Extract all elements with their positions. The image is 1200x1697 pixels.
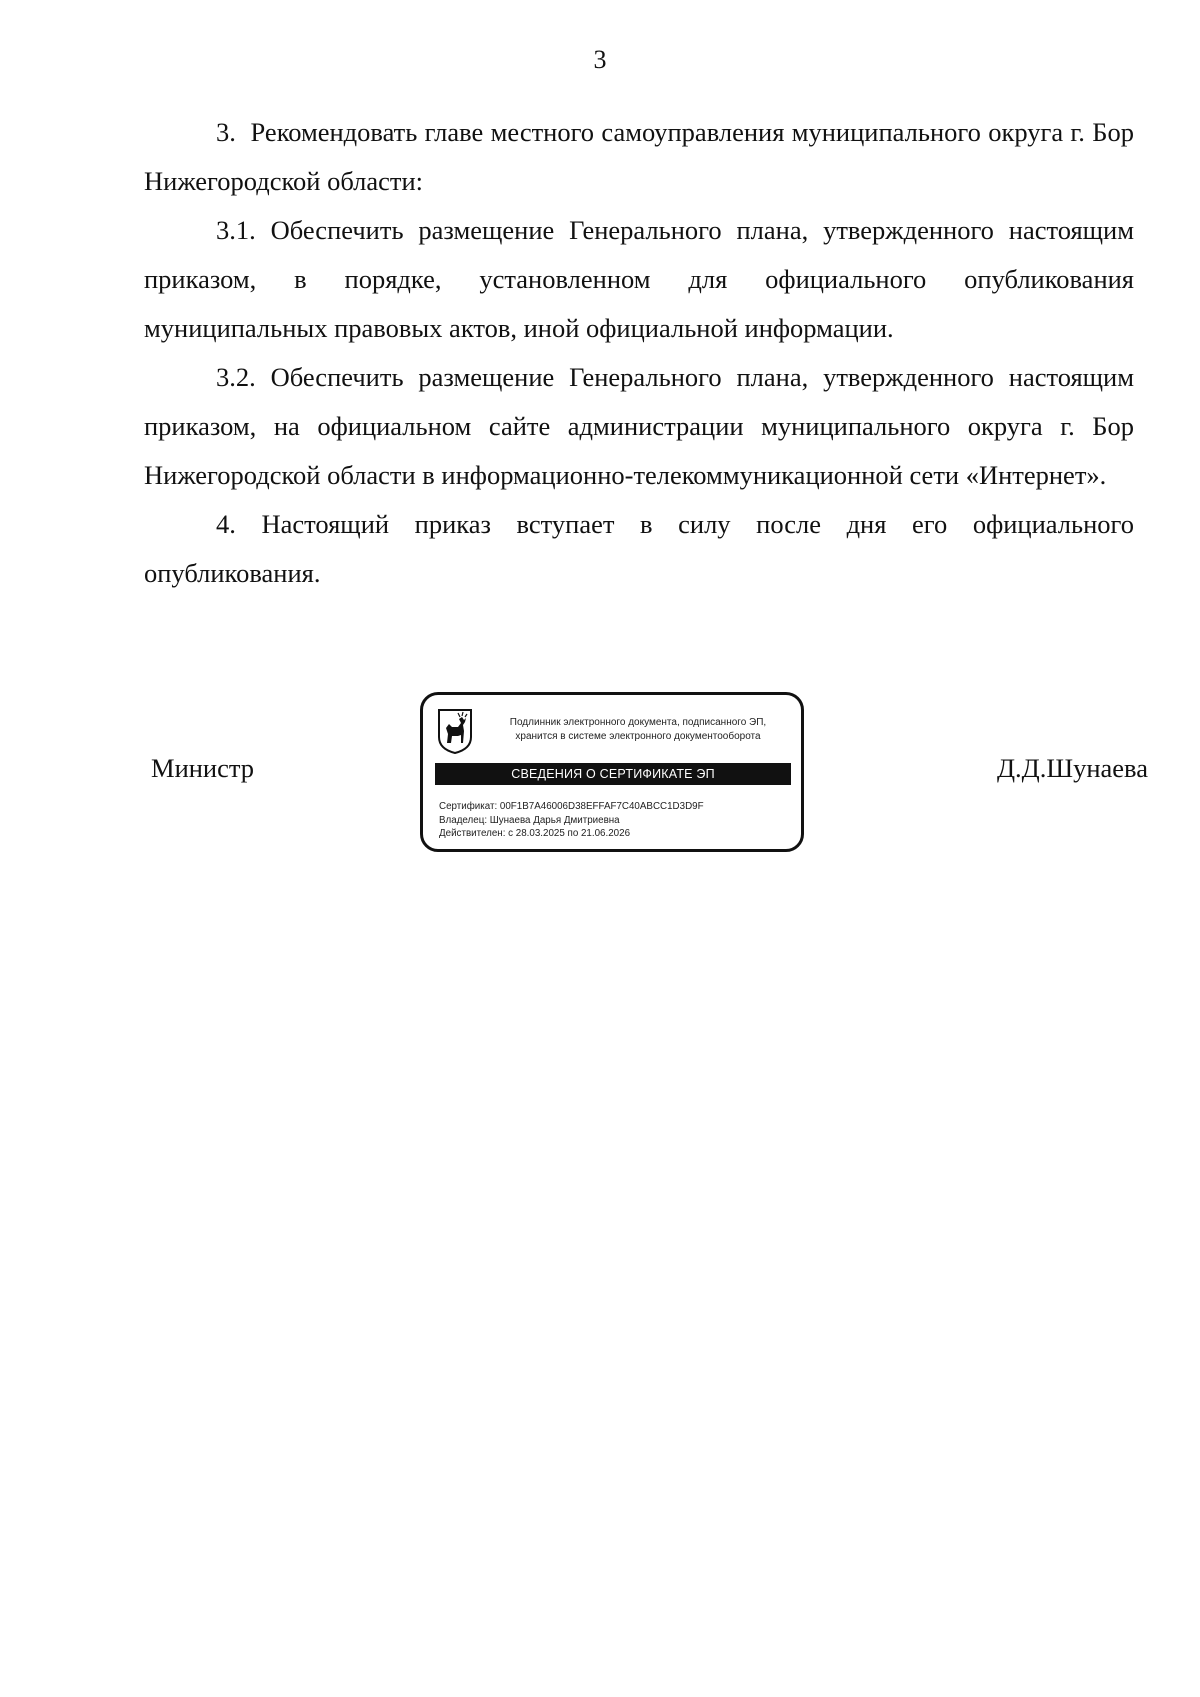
certificate-owner: Владелец: Шунаева Дарья Дмитриевна — [439, 814, 620, 826]
signatory-name: Д.Д.Шунаева — [996, 753, 1148, 783]
electronic-signature-stamp — [420, 692, 804, 852]
page-number: 3 — [593, 45, 607, 74]
paragraph-3-2: 3.2. Обеспечить размещение Генерального плана, утвержденного настоящим приказом, на официальном сайте администрации муниципального округа г. Бор Нижегородской области в информационно-телекоммуникационной сети «Интернет». — [144, 362, 1134, 490]
stamp-header-line2: хранится в системе электронного документооборота — [515, 731, 761, 742]
paragraph-4: 4. Настоящий приказ вступает в силу после дня его официального опубликования. — [144, 509, 1134, 588]
certificate-number: Сертификат: 00F1B7A46006D38EFFAF7C40ABCC1D3D9F — [439, 801, 704, 812]
certificate-validity: Действителен: с 28.03.2025 по 21.06.2026 — [439, 828, 631, 839]
signature-block — [0, 692, 1200, 862]
paragraph-3: 3. Рекомендовать главе местного самоуправления муниципального округа г. Бор Нижегородской области: — [144, 117, 1134, 196]
coat-of-arms-icon — [436, 707, 474, 755]
certificate-info-bar: СВЕДЕНИЯ О СЕРТИФИКАТЕ ЭП — [435, 763, 791, 785]
stamp-header-line1: Подлинник электронного документа, подписанного ЭП, — [509, 717, 767, 728]
stamp-header — [483, 716, 793, 744]
certificate-details — [439, 800, 704, 841]
paragraph-3-1: 3.1. Обеспечить размещение Генерального плана, утвержденного настоящим приказом, в порядке, установленном для официального опубликования муниципальных правовых актов, иной официальной информации. — [144, 215, 1134, 343]
signatory-title: Министр — [151, 753, 255, 783]
document-body — [144, 108, 1134, 598]
